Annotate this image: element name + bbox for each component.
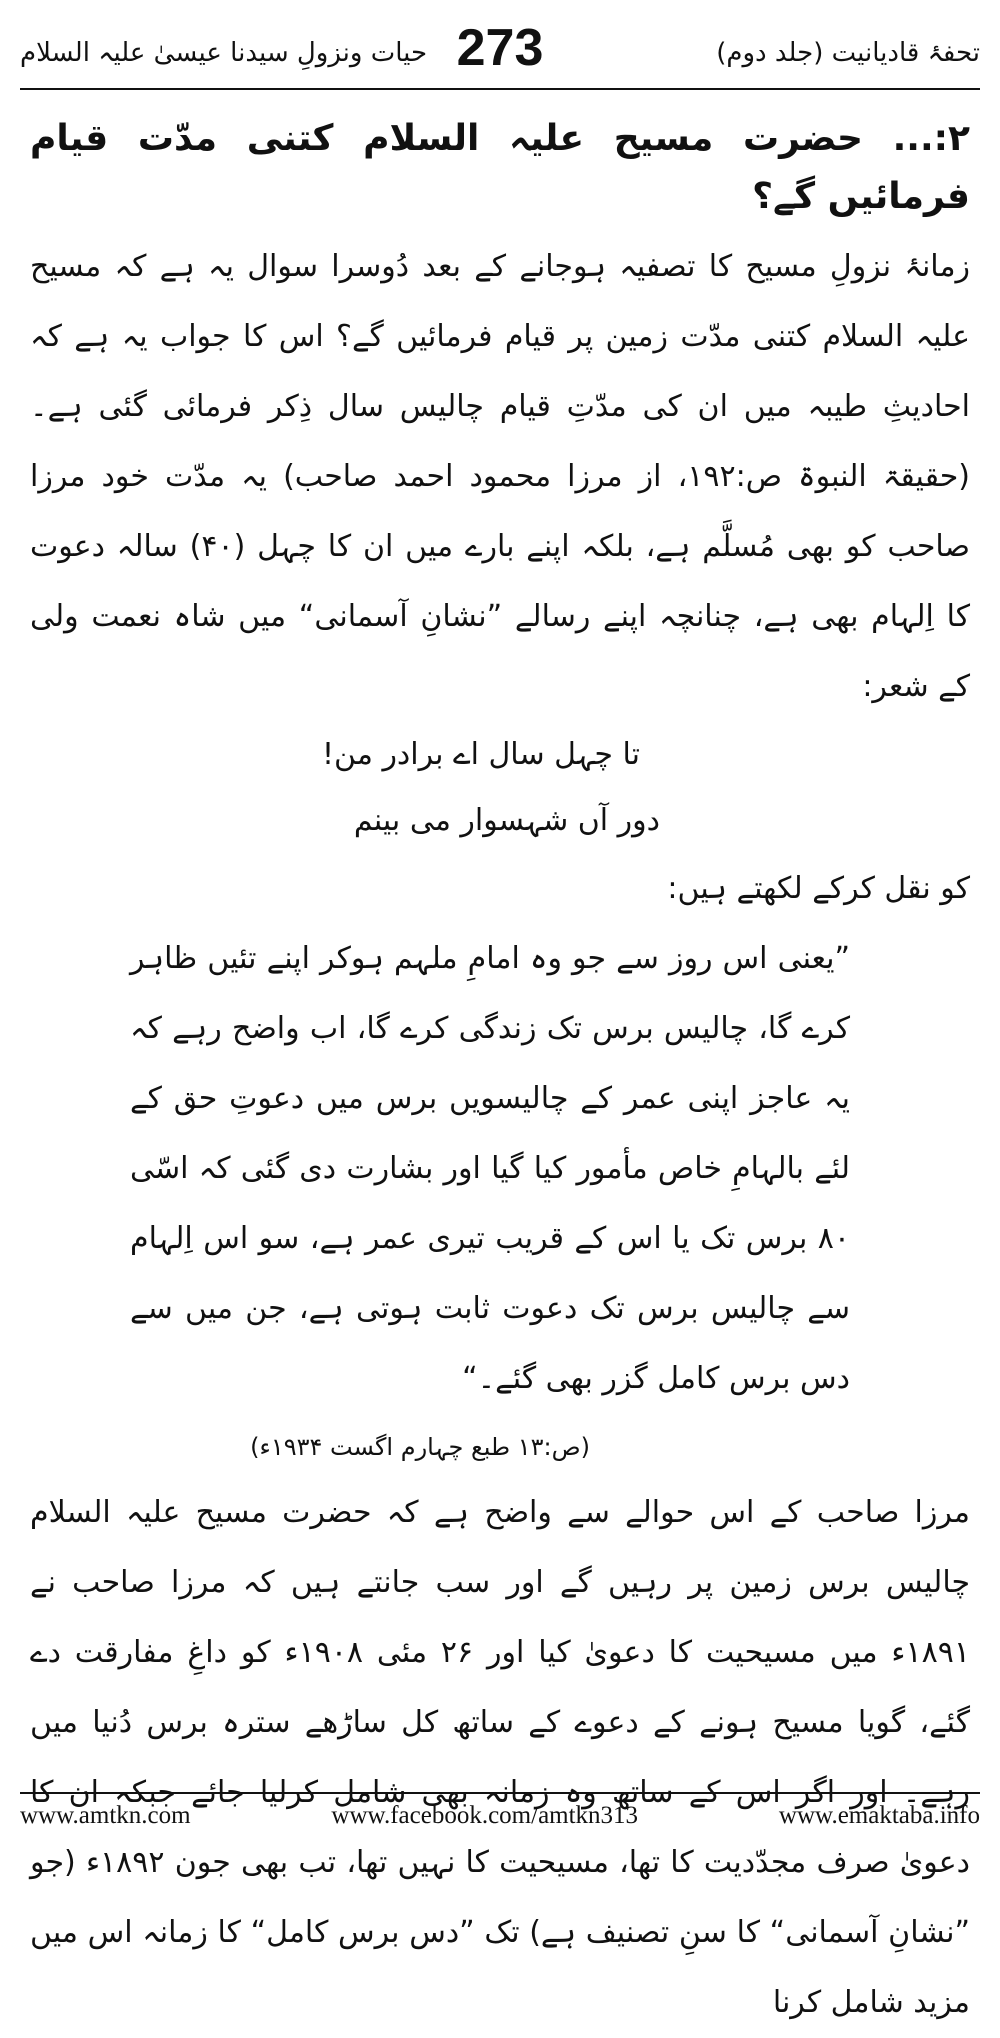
footer-link-emaktaba[interactable]: www.emaktaba.info [778, 1802, 980, 1829]
chapter-title: حیات ونزولِ سیدنا عیسیٰ علیہ السلام [20, 38, 428, 68]
page-body [30, 110, 970, 2038]
paragraph-1: زمانۂ نزولِ مسیح کا تصفیہ ہوجانے کے بعد دُوسرا سوال یہ ہے کہ مسیح علیہ السلام کتنی مدّت زمین پر قیام فرمائیں گے؟ اس کا جواب یہ ہے کہ احادیثِ طیبہ میں ان کی مدّتِ قیام چالیس سال ذِکر فرمائی گئی ہے۔ (حقیقۃ النبوۃ ص:۱۹۲، از مرزا محمود احمد صاحب) یہ مدّت خود مرزا صاحب کو بھی مُسلَّم ہے، بلکہ اپنے بارے میں ان کا چہل (۴۰) سالہ دعوت کا اِلہام بھی ہے، چنانچہ اپنے رسالے ”نشانِ آسمانی“ میں شاہ نعمت ولی کے شعر: [30, 249, 970, 704]
book-title: تحفۂ قادیانیت (جلد دوم) [716, 38, 980, 68]
block-quote: ”یعنی اس روز سے جو وہ امامِ ملہم ہوکر اپنے تئیں ظاہر کرے گا، چالیس برس تک زندگی کرے گا، اب واضح رہے کہ یہ عاجز اپنی عمر کے چالیسویں برس میں دعوتِ حق کے لئے بالہامِ خاص مأمور کیا گیا اور بشارت دی گئی کہ اسّی ۸۰ برس تک یا اس کے قریب تیری عمر ہے، سو اس اِلہام سے چالیس برس تک دعوت ثابت ہوتی ہے، جن میں سے دس برس کامل گزر بھی گئے۔“ [130, 941, 850, 1396]
paragraph-2: کو نقل کرکے لکھتے ہیں: [667, 871, 970, 906]
footer-link-facebook[interactable]: www.facebook.com/amtkn313 [331, 1802, 639, 1829]
poem-line-2: دور آں شہسوار می بینم [353, 803, 660, 838]
paragraph-3: مرزا صاحب کے اس حوالے سے واضح ہے کہ حضرت مسیح علیہ السلام چالیس برس زمین پر رہیں گے اور سب جانتے ہیں کہ مرزا صاحب نے ۱۸۹۱ء میں مسیحیت کا دعویٰ کیا اور ۲۶ مئی ۱۹۰۸ء کو داغِ مفارقت دے گئے، گویا مسیح ہونے کے دعوے کے ساتھ کل ساڑھے سترہ برس دُنیا میں رہے۔ اور اگر اس کے ساتھ وہ زمانہ بھی شامل کرلیا جائے جبکہ ان کا دعویٰ صرف مجدّدیت کا تھا، مسیحیت کا نہیں تھا، تب بھی جون ۱۸۹۲ء (جو ”نشانِ آسمانی“ کا سنِ تصنیف ہے) تک ”دس برس کامل“ کا زمانہ اس میں مزید شامل کرنا [30, 1495, 970, 2020]
section-heading: ۲:... حضرت مسیح علیہ السلام کتنی مدّت قیام فرمائیں گے؟ [30, 118, 970, 217]
page-header [20, 18, 980, 90]
page-number: 273 [456, 19, 544, 77]
page-footer [20, 1792, 980, 1838]
poem-line-1: تا چہل سال اے برادر من! [321, 737, 640, 772]
footer-link-amtkn[interactable]: www.amtkn.com [20, 1802, 191, 1829]
poem [30, 722, 970, 854]
quote-reference: (ص:۱۳ طبع چہارم اگست ۱۹۳۴ء) [250, 1433, 590, 1461]
